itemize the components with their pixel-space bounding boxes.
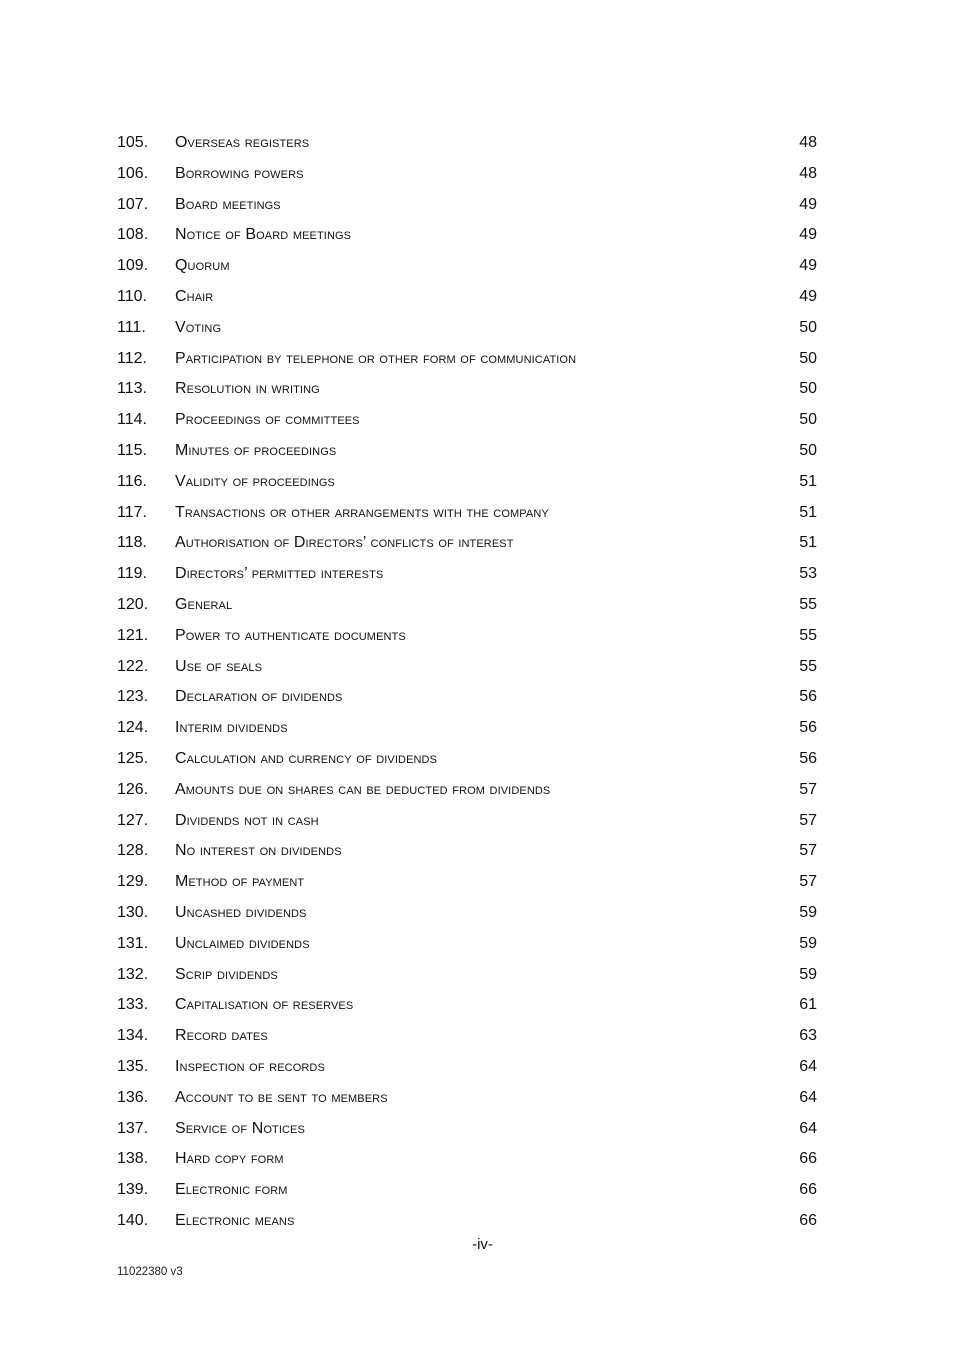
toc-entry-title[interactable]: Hard copy form xyxy=(175,1150,284,1168)
toc-entry-page[interactable]: 59 xyxy=(799,934,817,952)
toc-entry-number: 130. xyxy=(117,903,149,921)
toc-entry-title[interactable]: Validity of proceedings xyxy=(175,472,335,490)
toc-entry-title[interactable]: Service of Notices xyxy=(175,1119,305,1137)
toc-entry-title[interactable]: Transactions or other arrangements with the company xyxy=(175,503,549,521)
toc-entry[interactable] xyxy=(117,561,817,592)
toc-entry[interactable] xyxy=(117,746,817,777)
toc-entry-number: 140. xyxy=(117,1211,149,1229)
toc-entry-number: 116. xyxy=(117,472,147,490)
toc-entry-title[interactable]: Power to authenticate documents xyxy=(175,626,406,644)
toc-entry-title[interactable]: Inspection of records xyxy=(175,1057,325,1075)
toc-entry[interactable] xyxy=(117,469,817,500)
toc-entry-number: 120. xyxy=(117,595,149,613)
toc-entry-title[interactable]: Voting xyxy=(175,318,222,336)
toc-entry-title[interactable]: Notice of Board meetings xyxy=(175,226,352,244)
toc-entry-page[interactable]: 57 xyxy=(799,873,817,891)
toc-entry[interactable] xyxy=(117,161,817,192)
toc-entry[interactable] xyxy=(117,376,817,407)
toc-entry-page[interactable]: 66 xyxy=(799,1211,817,1229)
toc-entry-title[interactable]: Resolution in writing xyxy=(175,380,320,398)
toc-entry-number: 136. xyxy=(117,1088,149,1106)
page-number: -iv- xyxy=(472,1236,493,1253)
toc-entry-title[interactable]: Authorisation of Directors’ conflicts of interest xyxy=(175,534,514,552)
toc-entry-title[interactable]: Use of seals xyxy=(175,657,263,675)
toc-entry[interactable] xyxy=(117,684,817,715)
toc-entry-title[interactable]: Uncashed dividends xyxy=(175,903,307,921)
toc-entry-page[interactable]: 56 xyxy=(799,688,817,706)
toc-entry-number: 122. xyxy=(117,657,149,675)
toc-entry[interactable] xyxy=(117,192,817,223)
toc-entry[interactable] xyxy=(117,253,817,284)
toc-entry-number: 107. xyxy=(117,195,149,213)
toc-entry[interactable] xyxy=(117,500,817,531)
toc-entry-number: 109. xyxy=(117,257,149,275)
toc-entry-page[interactable]: 49 xyxy=(799,287,817,305)
toc-entry[interactable] xyxy=(117,1146,817,1177)
toc-entry-page[interactable]: 55 xyxy=(799,595,817,613)
toc-entry-page[interactable]: 50 xyxy=(799,380,817,398)
toc-entry-page[interactable]: 63 xyxy=(799,1027,817,1045)
toc-entry-title[interactable]: Borrowing powers xyxy=(175,164,304,182)
toc-entry-number: 115. xyxy=(117,441,147,459)
toc-entry-page[interactable]: 50 xyxy=(799,411,817,429)
toc-entry-page[interactable]: 66 xyxy=(799,1150,817,1168)
toc-entry-page[interactable]: 64 xyxy=(799,1057,817,1075)
toc-entry-page[interactable]: 57 xyxy=(799,842,817,860)
toc-entry-page[interactable]: 59 xyxy=(799,903,817,921)
toc-entry-number: 125. xyxy=(117,749,149,767)
toc-entry-title[interactable]: Interim dividends xyxy=(175,719,288,737)
toc-entry-title[interactable]: Proceedings of committees xyxy=(175,411,360,429)
toc-entry-title[interactable]: No interest on dividends xyxy=(175,842,342,860)
toc-entry-title[interactable]: Dividends not in cash xyxy=(175,811,319,829)
toc-entry-page[interactable]: 66 xyxy=(799,1181,817,1199)
toc-entry-title[interactable]: Declaration of dividends xyxy=(175,688,343,706)
toc-entry[interactable] xyxy=(117,1116,817,1147)
toc-entry-page[interactable]: 57 xyxy=(799,780,817,798)
toc-entry-page[interactable]: 64 xyxy=(799,1119,817,1137)
toc-entry-page[interactable]: 51 xyxy=(799,472,817,490)
toc-entry-number: 112. xyxy=(117,349,147,367)
toc-entry-page[interactable]: 50 xyxy=(799,318,817,336)
toc-entry-page[interactable]: 64 xyxy=(799,1088,817,1106)
toc-entry-number: 134. xyxy=(117,1027,149,1045)
toc-entry-title[interactable]: Scrip dividends xyxy=(175,965,278,983)
toc-entry-title[interactable]: Overseas registers xyxy=(175,134,310,151)
toc-entry-title[interactable]: Directors’ permitted interests xyxy=(175,565,384,583)
toc-entry[interactable] xyxy=(117,1177,817,1208)
toc-entry-number: 133. xyxy=(117,996,149,1014)
toc-entry[interactable] xyxy=(117,346,817,377)
toc-entry-title[interactable]: Board meetings xyxy=(175,195,281,213)
toc-entry-page[interactable]: 48 xyxy=(799,164,817,182)
toc-entry-number: 121. xyxy=(117,626,149,644)
toc-entry[interactable] xyxy=(117,869,817,900)
toc-entry[interactable] xyxy=(117,284,817,315)
toc-entry-page[interactable]: 49 xyxy=(799,226,817,244)
toc-entry[interactable] xyxy=(117,900,817,931)
toc-entry-title[interactable]: Quorum xyxy=(175,257,230,275)
toc-entry-page[interactable]: 56 xyxy=(799,719,817,737)
toc-entry[interactable] xyxy=(117,715,817,746)
toc-entry-title[interactable]: General xyxy=(175,595,233,613)
toc-entry-page[interactable]: 61 xyxy=(799,996,817,1014)
toc-entry-number: 117. xyxy=(117,503,147,521)
toc-entry-number: 124. xyxy=(117,719,149,737)
toc-entry[interactable] xyxy=(117,654,817,685)
toc-entry-title[interactable]: Minutes of proceedings xyxy=(175,441,337,459)
toc-entry[interactable] xyxy=(117,623,817,654)
toc-entry-page[interactable]: 50 xyxy=(799,349,817,367)
toc-entry-number: 132. xyxy=(117,965,149,983)
toc-entry[interactable] xyxy=(117,808,817,839)
document-reference: 11022380 v3 xyxy=(117,1266,183,1278)
toc-entry-number: 128. xyxy=(117,842,149,860)
toc-entry-title[interactable]: Unclaimed dividends xyxy=(175,934,310,952)
toc-entry[interactable] xyxy=(117,592,817,623)
toc-entry[interactable] xyxy=(117,962,817,993)
toc-entry[interactable] xyxy=(117,931,817,962)
toc-entry-page[interactable]: 49 xyxy=(799,257,817,275)
toc-entry-number: 119. xyxy=(117,565,147,583)
toc-entry-page[interactable]: 56 xyxy=(799,749,817,767)
toc-entry-number: 106. xyxy=(117,164,149,182)
toc-entry-number: 126. xyxy=(117,780,149,798)
toc-entry[interactable] xyxy=(117,438,817,469)
toc-entry[interactable] xyxy=(117,222,817,253)
toc-entry-page[interactable]: 49 xyxy=(799,195,817,213)
toc-entry-title[interactable]: Method of payment xyxy=(175,873,305,891)
toc-entry-page[interactable]: 59 xyxy=(799,965,817,983)
toc-entry[interactable] xyxy=(117,1085,817,1116)
toc-entry-title[interactable]: Record dates xyxy=(175,1027,268,1045)
toc-entry[interactable] xyxy=(117,838,817,869)
table-of-contents xyxy=(117,130,817,1239)
toc-entry-number: 110. xyxy=(117,287,147,305)
toc-entry-page[interactable]: 51 xyxy=(799,534,817,552)
toc-entry-title[interactable]: Chair xyxy=(175,287,214,305)
toc-entry[interactable] xyxy=(117,1208,817,1239)
toc-entry-page[interactable]: 57 xyxy=(799,811,817,829)
toc-entry[interactable] xyxy=(117,407,817,438)
toc-entry-number: 105. xyxy=(117,134,149,151)
toc-entry[interactable] xyxy=(117,1054,817,1085)
toc-entry-number: 113. xyxy=(117,380,147,398)
toc-entry[interactable] xyxy=(117,315,817,346)
toc-entry-title[interactable]: Participation by telephone or other form of communication xyxy=(175,349,577,367)
toc-entry-number: 139. xyxy=(117,1181,149,1199)
toc-entry[interactable] xyxy=(117,992,817,1023)
toc-entry-page[interactable]: 55 xyxy=(799,626,817,644)
toc-entry-title[interactable]: Amounts due on shares can be deducted from dividends xyxy=(175,780,551,798)
toc-entry-number: 131. xyxy=(117,934,149,952)
toc-entry-page[interactable]: 50 xyxy=(799,441,817,459)
toc-entry[interactable] xyxy=(117,1023,817,1054)
toc-entry-number: 111. xyxy=(117,318,146,336)
toc-entry-page[interactable]: 51 xyxy=(799,503,817,521)
toc-entry[interactable] xyxy=(117,777,817,808)
toc-entry-number: 129. xyxy=(117,873,149,891)
toc-entry-title[interactable]: Capitalisation of reserves xyxy=(175,996,354,1014)
toc-entry-number: 118. xyxy=(117,534,147,552)
toc-entry-page[interactable]: 55 xyxy=(799,657,817,675)
toc-entry-number: 135. xyxy=(117,1057,149,1075)
toc-entry-number: 137. xyxy=(117,1119,149,1137)
toc-entry-number: 123. xyxy=(117,688,149,706)
toc-entry-title[interactable]: Account to be sent to members xyxy=(175,1088,388,1106)
toc-entry-number: 114. xyxy=(117,411,147,429)
toc-entry-title[interactable]: Electronic means xyxy=(175,1211,295,1229)
toc-entry[interactable] xyxy=(117,130,817,161)
toc-entry-page[interactable]: 53 xyxy=(799,565,817,583)
toc-entry-title[interactable]: Calculation and currency of dividends xyxy=(175,749,438,767)
toc-entry-title[interactable]: Electronic form xyxy=(175,1181,288,1199)
toc-entry-page[interactable]: 48 xyxy=(799,134,817,151)
toc-entry-number: 108. xyxy=(117,226,149,244)
toc-entry[interactable] xyxy=(117,530,817,561)
toc-entry-number: 127. xyxy=(117,811,149,829)
toc-entry-number: 138. xyxy=(117,1150,149,1168)
